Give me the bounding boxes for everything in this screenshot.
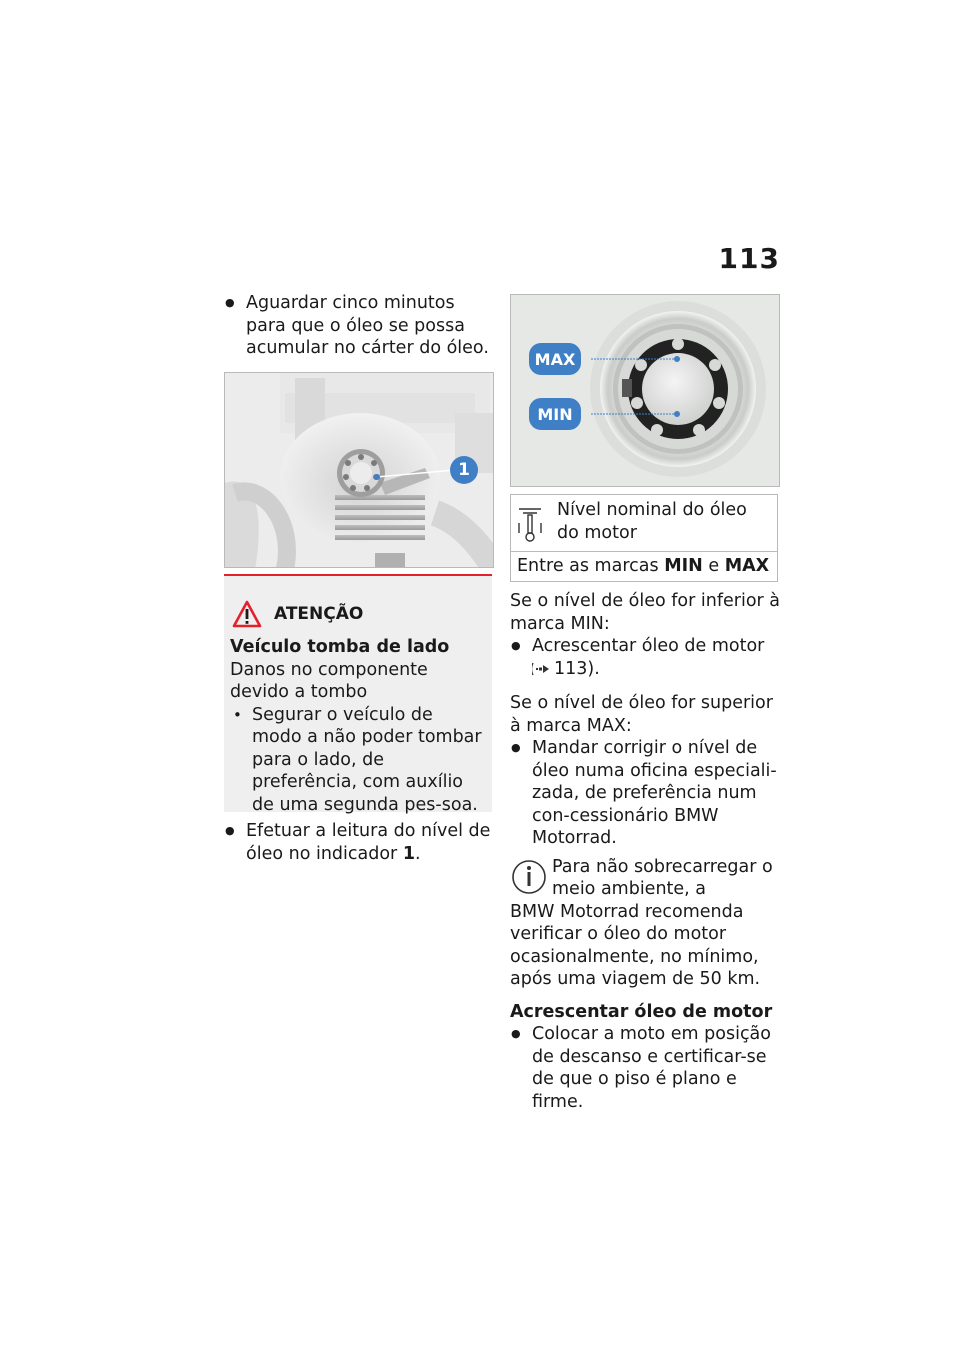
page-reference-number: 113). [554,658,600,679]
warning-title-text: ATENÇÃO [274,603,364,624]
step-workshop [510,737,782,850]
spec-value-row [511,552,777,581]
step-add-oil [510,635,782,682]
warning-heading: Veículo tomba de lado [230,637,450,657]
indicator-reference: 1 [402,843,416,864]
section-title: Acrescentar óleo de motor [510,1001,773,1022]
warning-triangle-icon [232,600,262,628]
min-label: MIN [537,405,573,424]
spec-max: MAX [724,556,770,576]
step-read-suffix: . [415,843,421,864]
warning-bullet [230,704,486,817]
warning-bullet-text: Segurar o veículo de modo a não poder tombar para o lado, de preferência, com auxílio de uma segunda pes-soa. [252,704,482,815]
step-read-text: Efetuar a leitura do nível de óleo no indicador [246,821,491,864]
step-workshop-text: Mandar corrigir o nível de óleo numa oficina especiali-zada, de preferência num con-cessionário BMW Motorrad. [532,738,777,849]
spec-label: Nível nominal do óleo do motor [557,500,747,543]
step-stand [510,1023,782,1113]
page-reference[interactable] [532,658,600,681]
step-wait-text: Aguardar cinco minutos para que o óleo se possa acumular no cárter do óleo. [246,293,489,358]
environment-note [510,856,782,901]
right-column-text [510,590,782,1113]
warning-text: Danos no componente devido a tombo [230,659,428,702]
condition-high: Se o nível de óleo for superior à marca MAX: [510,693,773,736]
max-label: MAX [534,350,576,369]
spec-and: e [708,556,720,576]
condition-low: Se o nível de óleo for inferior à marca MIN: [510,591,781,634]
callout-number: 1 [458,460,470,480]
step-add-text: Acrescentar óleo de motor [532,636,765,656]
info-icon [510,856,548,896]
bullet-item [224,820,494,865]
step-wait [224,292,494,360]
warning-box [224,574,492,815]
environment-note-indent: Para não sobrecarregar o meio ambiente, a [552,856,773,900]
engine-oil-window-photo [224,372,494,568]
step-read-level [224,820,494,865]
page-number: 113 [718,242,780,275]
spec-min: MIN [664,556,703,576]
bullet-item [224,292,494,360]
warning-title [232,598,486,630]
oil-can-icon [517,505,543,545]
sight-glass-illustration [511,295,780,487]
step-stand-text: Colocar a moto em posição de descanso e certificar-se de que o piso é plano e firme. [532,1024,771,1112]
environment-note-rest: BMW Motorrad recomenda verificar o óleo do motor ocasionalmente, no mínimo, após uma viagem de 50 km. [510,901,761,990]
spec-value-prefix: Entre as marcas [517,556,659,576]
spec-header-row [511,495,777,552]
reference-arrow-icon [532,662,550,676]
oil-level-spec-table [510,494,778,582]
oil-sight-glass-photo [510,294,780,487]
